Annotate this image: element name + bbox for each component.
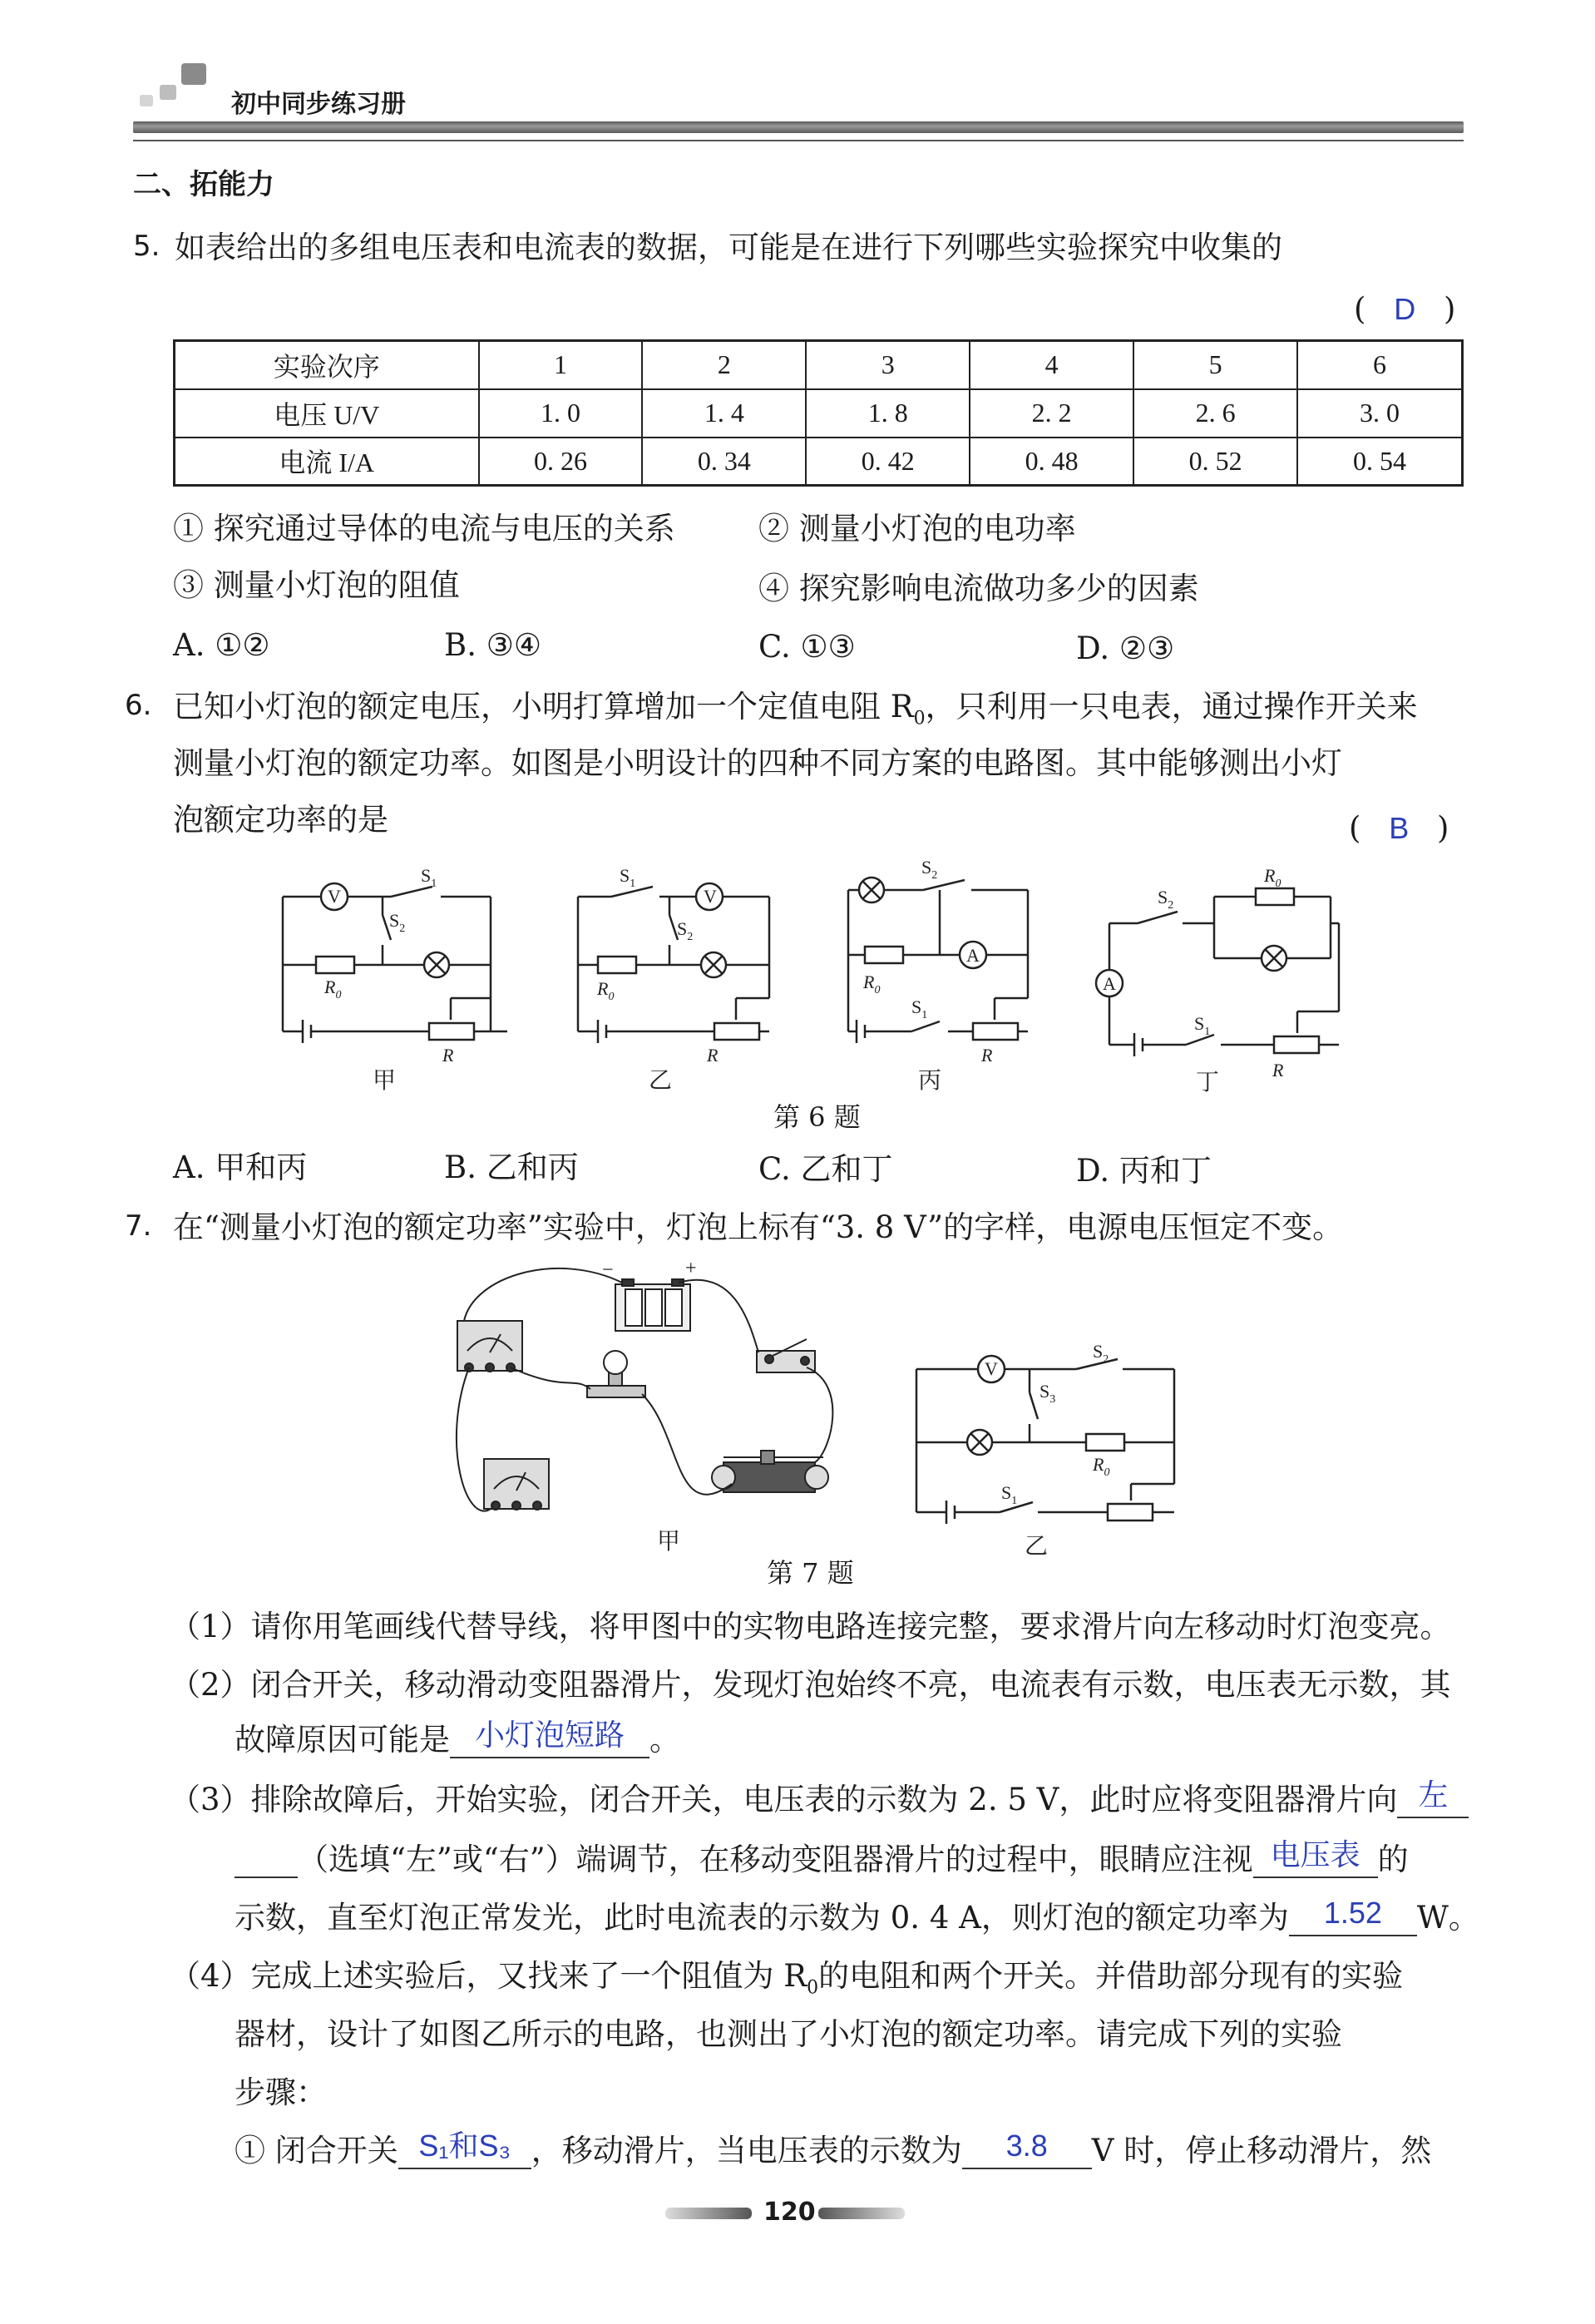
q7-part-2b-end: 。	[649, 1722, 680, 1758]
q7-blank-fault[interactable]	[450, 1718, 649, 1758]
table-cell: 6	[1297, 341, 1462, 389]
q7-stem: 在“测量小灯泡的额定功率”实验中，灯泡上标有“3. 8 V”的字样，电源电压恒定不变。	[173, 1209, 1344, 1245]
label-ding: 丁	[1196, 1070, 1220, 1095]
ding-r0-sub: 0	[1275, 878, 1281, 890]
yi-s2-sub: 2	[687, 931, 694, 943]
ding-r0	[1263, 865, 1281, 890]
q5-item-1: ① 探究通过导体的电流与电压的关系	[173, 511, 675, 546]
bing-s2	[921, 857, 937, 882]
ding-r: R	[1272, 1060, 1284, 1080]
q7-part-3c	[235, 1896, 1479, 1936]
table-cell: 1. 8	[806, 389, 970, 438]
label-bing: 丙	[918, 1068, 942, 1094]
q7-answer-switches: S₁和S₃	[418, 2129, 511, 2163]
q6-number: 6.	[125, 689, 152, 722]
jia-r0	[323, 977, 341, 1001]
q7-part-2a: （2）闭合开关，移动滑动变阻器滑片，发现灯泡始终不亮，电流表有示数，电压表无示数，其	[170, 1667, 1451, 1703]
footer-bar-right	[818, 2208, 905, 2219]
circuit-bing	[848, 878, 1028, 1043]
q7-part-3c-end: W。	[1416, 1900, 1479, 1936]
table-cell: 0. 26	[479, 438, 643, 486]
q6-r0-sub: 0	[913, 708, 926, 729]
table-cell: 0. 42	[806, 438, 970, 486]
q7-part-2b-text: 故障原因可能是	[235, 1722, 450, 1758]
voltmeter-icon	[484, 1459, 549, 1510]
q6-caption: 第 6 题	[773, 1101, 861, 1133]
q7-part-4c: 步骤：	[235, 2074, 327, 2110]
ding-s1	[1194, 1013, 1210, 1038]
bing-r0-label: R	[863, 972, 875, 992]
q7-answer-power: 1.52	[1323, 1896, 1382, 1930]
table-cell: 5	[1133, 341, 1297, 389]
circuit-b-meter-v: V	[985, 1358, 998, 1379]
table-cell: 0. 54	[1297, 438, 1462, 486]
label-yi: 乙	[1025, 1534, 1049, 1559]
jia-r0-label: R	[324, 977, 336, 997]
circuit-b-s3	[1039, 1381, 1055, 1406]
q7-answer-direction: 左	[1418, 1778, 1449, 1812]
jia-s2-sub: 2	[399, 922, 406, 935]
header-rule	[133, 121, 1464, 133]
jia-s1-sub: 1	[431, 878, 437, 890]
page-number: 120	[763, 2198, 816, 2227]
circuit-b-r0-sub: 0	[1104, 1466, 1110, 1479]
q6-option-b: B. 乙和丙	[444, 1150, 579, 1185]
table-cell: 0. 48	[970, 438, 1133, 486]
table-cell: 1	[479, 341, 643, 389]
table-cell: 实验次序	[175, 341, 479, 389]
table-cell: 2. 6	[1133, 389, 1297, 438]
q6-line-1-tail: ，只利用一只电表，通过操作开关来	[925, 689, 1418, 724]
q6-line-2: 测量小灯泡的额定功率。如图是小明设计的四种不同方案的电路图。其中能够测出小灯	[173, 745, 1342, 781]
q5-answer: D	[1394, 292, 1416, 326]
table-cell: 2	[642, 341, 806, 389]
q6-line-1	[173, 689, 1418, 737]
table-cell: 1. 4	[642, 389, 806, 438]
q5-item-3: ③ 测量小灯泡的阻值	[173, 567, 460, 603]
table-row	[175, 341, 1463, 389]
table-row	[175, 389, 1463, 438]
bing-r: R	[981, 1045, 993, 1066]
ding-s1-sub: 1	[1204, 1026, 1211, 1038]
circuit-b-s3-label: S	[1039, 1381, 1050, 1402]
ammeter-icon	[457, 1321, 522, 1372]
q7-figure-circuit	[900, 1342, 1183, 1559]
q7-number: 7.	[125, 1209, 152, 1243]
q7-blank-power[interactable]	[1289, 1896, 1417, 1936]
q7-blank-meter[interactable]	[1253, 1837, 1378, 1878]
table-cell: 1. 0	[479, 389, 643, 438]
q7-part-4a	[170, 1958, 1403, 2006]
q7-step-1	[235, 2129, 1432, 2169]
q7-figure-apparatus	[432, 1259, 881, 1559]
table-cell: 电流 I/A	[175, 438, 479, 486]
q7-part-3b-text: （选填“左”或“右”）端调节，在移动变阻器滑片的过程中，眼睛应注视	[298, 1842, 1253, 1877]
jia-s2-label: S	[389, 910, 400, 931]
yi-r0-sub: 0	[608, 991, 615, 1003]
yi-s1	[620, 865, 635, 890]
bulb-icon	[587, 1351, 645, 1397]
q7-answer-voltage: 3.8	[1005, 2129, 1048, 2163]
q5-stem: 如表给出的多组电压表和电流表的数据，可能是在进行下列哪些实验探究中收集的	[175, 230, 1282, 265]
label-jia: 甲	[373, 1068, 397, 1094]
bing-s1-label: S	[911, 996, 922, 1017]
circuit-jia	[283, 883, 507, 1043]
table-cell: 2. 2	[970, 389, 1133, 438]
q7-step-1-text: ① 闭合开关	[235, 2133, 398, 2168]
q6-option-c: C. 乙和丁	[758, 1151, 893, 1187]
battery-minus: −	[602, 1259, 614, 1281]
q5-option-a: A. ①②	[173, 627, 270, 663]
q6-line-1-text: 已知小灯泡的额定电压，小明打算增加一个定值电阻 R	[173, 689, 914, 724]
q6-answer-bracket: ( B )	[1349, 810, 1449, 846]
q7-part-3a-text: （3）排除故障后，开始实验，闭合开关，电压表的示数为 2. 5 V，此时应将变阻器滑片向	[170, 1782, 1398, 1817]
q7-part-3b	[235, 1837, 1409, 1878]
q7-blank-direction-cont	[235, 1877, 298, 1878]
ding-s1-label: S	[1194, 1013, 1205, 1034]
yi-meter-v: V	[704, 886, 717, 907]
battery-plus: +	[685, 1259, 697, 1279]
q5-option-d: D. ②③	[1076, 630, 1175, 666]
q5-option-b: B. ③④	[444, 627, 542, 663]
q7-part-4a-tail: 的电阻和两个开关。并借助部分现有的实验	[818, 1958, 1404, 1994]
circuit-b-s1	[1001, 1482, 1017, 1507]
table-cell: 0. 52	[1133, 438, 1297, 486]
battery-icon	[615, 1279, 690, 1331]
ding-meter-a: A	[1103, 973, 1116, 994]
table-cell: 电压 U/V	[175, 389, 479, 438]
yi-r0	[596, 978, 614, 1003]
ding-r0-label: R	[1264, 865, 1276, 886]
table-cell: 3	[806, 341, 970, 389]
ding-s2-label: S	[1158, 887, 1168, 907]
label-jia: 甲	[657, 1529, 681, 1555]
header-rule-thin	[133, 140, 1464, 141]
circuit-b-s2-sub: 2	[1103, 1353, 1109, 1366]
q7-part-3a	[170, 1778, 1469, 1818]
bing-r0-sub: 0	[874, 984, 881, 996]
q5-item-4: ④ 探究影响电流做功多少的因素	[758, 571, 1199, 606]
circuit-b-r0-label: R	[1093, 1454, 1104, 1475]
footer-bar-left	[665, 2208, 752, 2219]
q7-blank-direction[interactable]	[1397, 1778, 1469, 1818]
label-yi: 乙	[649, 1068, 673, 1094]
circuit-b-s2-label: S	[1093, 1342, 1104, 1362]
table-row	[175, 438, 1463, 486]
bing-r0	[862, 972, 880, 996]
table-cell: 0. 34	[642, 438, 806, 486]
circuit-b-s1-label: S	[1001, 1482, 1012, 1503]
yi-r: R	[707, 1045, 718, 1066]
circuit-b-s3-sub: 3	[1049, 1393, 1056, 1406]
q7-part-4a-text: （4）完成上述实验后，又找来了一个阻值为 R	[170, 1958, 807, 1994]
yi-s2	[677, 918, 693, 943]
jia-r0-sub: 0	[335, 989, 342, 1001]
knife-switch-icon	[757, 1339, 815, 1372]
q7-part-3b-end: 的	[1377, 1842, 1409, 1877]
q7-step-1-end: V 时，停止移动滑片，然	[1091, 2133, 1432, 2168]
yi-r0-label: R	[597, 978, 609, 999]
yi-s1-label: S	[620, 865, 630, 886]
q7-part-2b	[235, 1718, 680, 1758]
q7-part-3c-text: 示数，直至灯泡正常发光，此时电流表的示数为 0. 4 A，则灯泡的额定功率为	[235, 1900, 1289, 1936]
jia-meter-v: V	[328, 886, 341, 907]
bing-s1-sub: 1	[921, 1009, 928, 1021]
q5-item-2: ② 测量小灯泡的电功率	[758, 511, 1076, 546]
q7-caption: 第 7 题	[767, 1557, 854, 1589]
q7-part-4b: 器材，设计了如图乙所示的电路，也测出了小灯泡的额定功率。请完成下列的实验	[235, 2016, 1342, 2052]
section-title: 二、拓能力	[133, 168, 274, 201]
ding-s2	[1158, 887, 1173, 912]
q6-circuit-diagrams	[266, 857, 1364, 1098]
q7-step-1-mid: ，移动滑片，当电压表的示数为	[531, 2133, 962, 2168]
q5-data-table	[173, 339, 1464, 487]
circuit-b-r0	[1092, 1454, 1109, 1479]
header-decoration	[133, 63, 208, 113]
q6-line-3: 泡额定功率的是	[173, 802, 388, 838]
jia-s1-label: S	[421, 865, 432, 886]
jia-r: R	[442, 1045, 454, 1066]
q6-answer: B	[1389, 811, 1410, 845]
q7-answer-fault: 小灯泡短路	[474, 1718, 625, 1752]
circuit-b-s1-sub: 1	[1011, 1495, 1018, 1507]
ding-s2-sub: 2	[1168, 899, 1174, 912]
bing-s2-sub: 2	[931, 869, 938, 882]
q5-number: 5.	[133, 230, 160, 263]
q5-answer-bracket: ( D )	[1354, 291, 1456, 327]
header-title: 初中同步练习册	[231, 90, 406, 119]
circuit-yi	[578, 883, 769, 1043]
bing-s1	[911, 996, 927, 1021]
q5-option-c: C. ①③	[758, 629, 856, 665]
q7-part-1: （1）请你用笔画线代替导线，将甲图中的实物电路连接完整，要求滑片向左移动时灯泡变亮。	[170, 1609, 1451, 1644]
circuit-ding	[1096, 888, 1339, 1056]
q7-blank-voltage[interactable]	[962, 2129, 1092, 2169]
bing-s2-label: S	[921, 857, 932, 878]
q6-option-d: D. 丙和丁	[1076, 1153, 1212, 1189]
q7-r0-sub: 0	[807, 1977, 819, 1999]
table-cell: 4	[970, 341, 1133, 389]
bing-meter-a: A	[966, 945, 980, 966]
q7-answer-meter: 电压表	[1270, 1837, 1360, 1872]
q7-blank-switches[interactable]	[398, 2129, 531, 2169]
table-cell: 3. 0	[1297, 389, 1462, 438]
yi-s2-label: S	[677, 918, 688, 939]
jia-s1	[421, 865, 437, 890]
jia-s2	[389, 910, 405, 935]
q6-option-a: A. 甲和丙	[173, 1150, 308, 1185]
yi-s1-sub: 1	[630, 878, 636, 890]
